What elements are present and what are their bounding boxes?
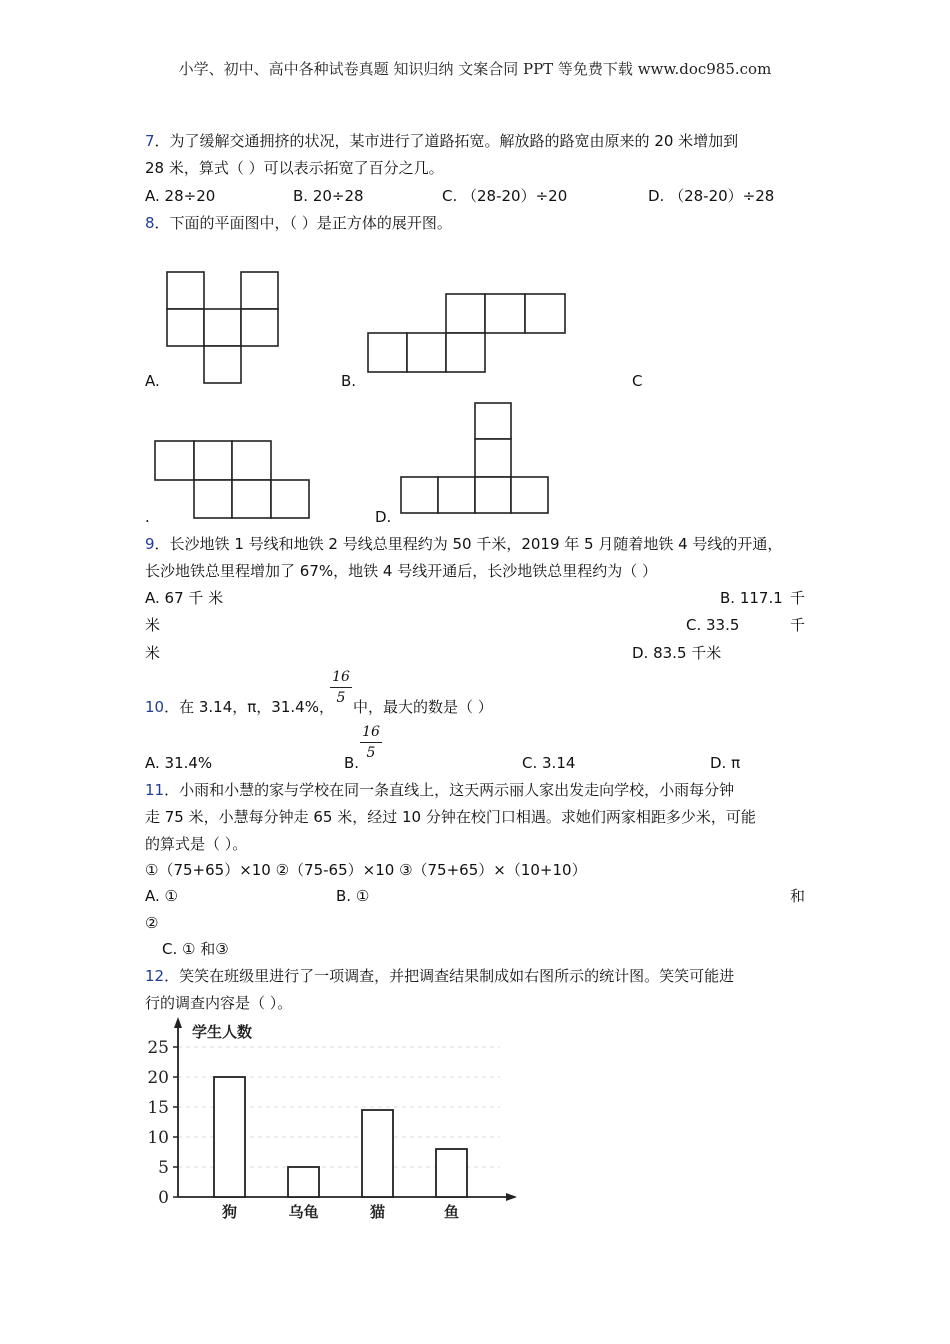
q9-option-b-unit1: 千 <box>790 589 806 607</box>
q9-option-c-unit2: 米 <box>145 644 161 662</box>
y-tick-label: 25 <box>147 1038 169 1058</box>
net-d-square <box>475 477 511 513</box>
q9-option-b: B. 117.1 <box>720 589 783 607</box>
net-a-square <box>204 309 241 346</box>
q7-option-c: C. （28-20）÷20 <box>442 187 568 205</box>
y-tick-label: 20 <box>147 1068 169 1088</box>
net-a-square <box>241 272 278 309</box>
q9-option-d: D. 83.5 千米 <box>632 644 722 662</box>
net-a-square <box>241 309 278 346</box>
net-d-square <box>475 439 511 477</box>
bar <box>214 1077 245 1197</box>
q8-label-c: C <box>632 372 643 390</box>
q9-line2: 长沙地铁总里程增加了 67%，地铁 4 号线开通后，长沙地铁总里程约为（ ） <box>145 562 657 580</box>
net-c-square <box>232 441 271 480</box>
net-d-square <box>438 477 475 513</box>
y-axis-arrow <box>174 1017 182 1028</box>
q10-option-b-denominator: 5 <box>366 745 376 761</box>
net-b-square <box>485 294 525 333</box>
q11-option-b-and: 和 <box>790 887 806 905</box>
q11-line3: 的算式是（ ）。 <box>145 835 248 853</box>
page-header: 小学、初中、高中各种试卷真题 知识归纳 文案合同 PPT 等免费下载 www.doc985.com <box>178 60 772 78</box>
net-c-square <box>271 480 309 518</box>
net-b-square <box>368 333 407 372</box>
bar <box>436 1149 467 1197</box>
net-c-squares <box>155 441 309 518</box>
q9-option-c-unit1: 千 <box>790 616 806 634</box>
q7-line1: 7．为了缓解交通拥挤的状况，某市进行了道路拓宽。解放路的路宽由原来的 20 米增加到 <box>145 132 739 150</box>
q10-line-post: 中，最大的数是（ ） <box>353 698 493 716</box>
y-tick-label: 15 <box>147 1098 169 1118</box>
net-b-square <box>407 333 446 372</box>
net-d-square <box>475 403 511 439</box>
q11-option-a: A. ① <box>145 887 178 905</box>
q12-number: 12 <box>145 967 165 985</box>
q8-label-b: B. <box>341 372 357 390</box>
q7-option-d: D. （28-20）÷28 <box>648 187 775 205</box>
q9-number: 9 <box>145 535 155 553</box>
q9-option-c: C. 33.5 <box>686 616 740 634</box>
q10-fraction-denominator: 5 <box>336 690 346 706</box>
q12-line2: 行的调查内容是（ ）。 <box>145 994 293 1012</box>
net-a-squares <box>167 272 278 383</box>
q8-label-dot: . <box>145 508 150 526</box>
y-tick-label: 0 <box>158 1188 169 1208</box>
q8-label-a: A. <box>145 372 160 390</box>
q9-option-a: A. 67 千 米 <box>145 589 224 607</box>
y-tick-label: 5 <box>158 1158 169 1178</box>
category-label: 鱼 <box>443 1203 460 1221</box>
net-b-square <box>525 294 565 333</box>
bar <box>288 1167 319 1197</box>
q10-fraction-numerator: 16 <box>332 669 350 685</box>
q9-line1: 9．长沙地铁 1 号线和地铁 2 号线总里程约为 50 千米，2019 年 5 月随着地铁 4 号线的开通， <box>145 535 783 553</box>
q8-number: 8 <box>145 214 155 232</box>
y-tick-label: 10 <box>147 1128 169 1148</box>
q10-line-pre: 10．在 3.14，π，31.4%， <box>145 698 334 716</box>
category-label: 乌龟 <box>288 1203 319 1221</box>
net-c-square <box>194 441 232 480</box>
net-d-square <box>511 477 548 513</box>
net-a-square <box>204 346 241 383</box>
net-b-squares <box>368 294 565 372</box>
q12-line1: 12．笑笑在班级里进行了一项调查，并把调查结果制成如右图所示的统计图。笑笑可能进 <box>145 967 735 985</box>
q11-expressions: ①（75+65）×10 ②（75-65）×10 ③（75+65）×（10+10） <box>145 861 587 879</box>
q10-option-b-fraction <box>360 724 382 761</box>
net-b-square <box>446 294 485 333</box>
q10-option-b: B. <box>344 754 360 772</box>
net-a-square <box>167 272 204 309</box>
net-c-square <box>232 480 271 518</box>
net-a-square <box>167 309 204 346</box>
q11-line2: 走 75 米，小慧每分钟走 65 米，经过 10 分钟在校门口相遇。求她们两家相距多少米，可能 <box>145 808 756 826</box>
q7-option-a: A. 28÷20 <box>145 187 216 205</box>
q7-number: 7 <box>145 132 155 150</box>
q11-line1: 11．小雨和小慧的家与学校在同一条直线上，这天两示丽人家出发走向学校，小雨每分钟 <box>145 781 735 799</box>
bar-chart <box>140 1012 540 1242</box>
q10-number: 10 <box>145 698 165 716</box>
q11-option-b: B. ① <box>336 887 370 905</box>
q11-option-c: C. ① 和③ <box>162 940 229 958</box>
bar <box>362 1110 393 1197</box>
q9-option-b-unit2: 米 <box>145 616 161 634</box>
category-label: 猫 <box>369 1203 386 1221</box>
q8-line: 8．下面的平面图中，（ ）是正方体的展开图。 <box>145 214 452 232</box>
q10-option-b-numerator: 16 <box>362 724 380 740</box>
q10-option-c: C. 3.14 <box>522 754 576 772</box>
q7-option-b: B. 20÷28 <box>293 187 364 205</box>
q8-label-d: D. <box>375 508 392 526</box>
net-d-squares <box>401 403 548 513</box>
net-c-square <box>155 441 194 480</box>
q11-option-b-second: ② <box>145 914 159 932</box>
net-b-square <box>446 333 485 372</box>
q10-option-a: A. 31.4% <box>145 754 213 772</box>
q11-number: 11 <box>145 781 165 799</box>
x-axis-arrow <box>506 1193 517 1201</box>
q10-option-d: D. π <box>710 754 741 772</box>
category-label: 狗 <box>221 1203 238 1221</box>
net-d-square <box>401 477 438 513</box>
q7-line2: 28 米，算式（ ）可以表示拓宽了百分之几。 <box>145 159 444 177</box>
chart-title: 学生人数 <box>192 1023 253 1041</box>
net-c-square <box>194 480 232 518</box>
